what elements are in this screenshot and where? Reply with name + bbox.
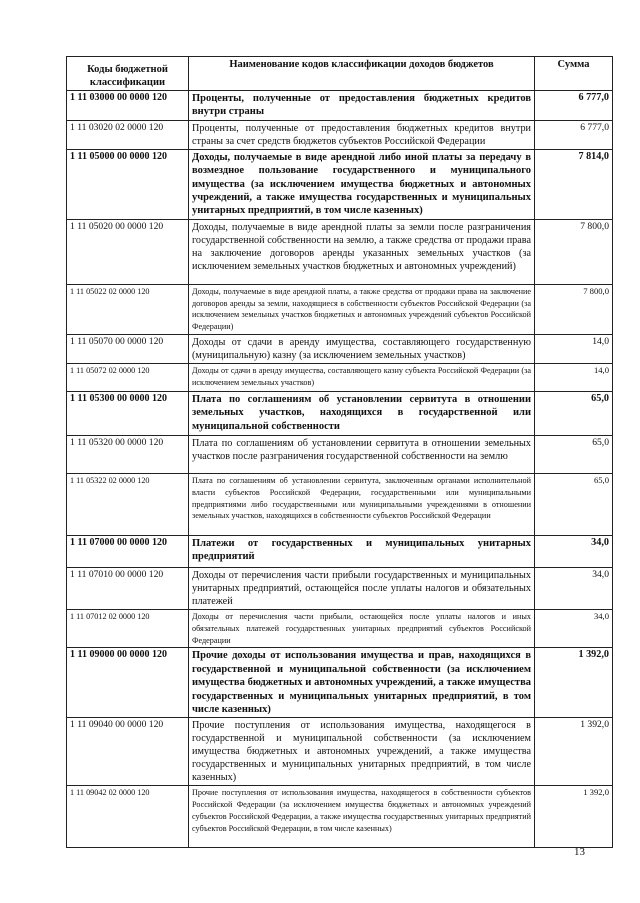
row-name: Плата по соглашениям об установлении сервитута в отношении земельных участков после разграничения государственной собственности на землю bbox=[189, 436, 535, 474]
row-sum: 7 814,0 bbox=[535, 149, 613, 219]
row-sum: 34,0 bbox=[535, 610, 613, 648]
row-code: 1 11 07000 00 0000 120 bbox=[67, 536, 189, 568]
table-header-row bbox=[67, 57, 613, 91]
row-sum: 7 800,0 bbox=[535, 284, 613, 334]
row-sum: 34,0 bbox=[535, 536, 613, 568]
row-name: Плата по соглашениям об установлении сервитута в отношении земельных участков, находящихся в государственной или муниципальной собственности bbox=[189, 392, 535, 436]
row-code: 1 11 09040 00 0000 120 bbox=[67, 718, 189, 786]
header-sum: Сумма bbox=[535, 57, 613, 91]
table-row bbox=[67, 335, 613, 364]
table-row bbox=[67, 364, 613, 392]
table-row bbox=[67, 786, 613, 848]
header-name: Наименование кодов классификации доходов бюджетов bbox=[189, 57, 535, 91]
table-row bbox=[67, 568, 613, 610]
row-sum: 65,0 bbox=[535, 474, 613, 536]
table-row bbox=[67, 219, 613, 284]
row-name: Прочие поступления от использования имущества, находящегося в государственной и муниципальной собственности (за исключением имущества бюджетных и автономных учреждений, а также имущества государственных и муниципальных унитарных предприятий, в том числе казенных) bbox=[189, 718, 535, 786]
table-row bbox=[67, 648, 613, 718]
row-sum: 6 777,0 bbox=[535, 91, 613, 121]
budget-classification-table bbox=[66, 56, 613, 848]
row-name: Проценты, полученные от предоставления бюджетных кредитов внутри страны bbox=[189, 91, 535, 121]
table-row bbox=[67, 718, 613, 786]
row-code: 1 11 05320 00 0000 120 bbox=[67, 436, 189, 474]
row-code: 1 11 05022 02 0000 120 bbox=[67, 284, 189, 334]
row-name: Доходы от перечисления части прибыли государственных и муниципальных унитарных предприятий, остающейся после уплаты налогов и обязательных платежей bbox=[189, 568, 535, 610]
row-code: 1 11 05070 00 0000 120 bbox=[67, 335, 189, 364]
row-code: 1 11 05020 00 0000 120 bbox=[67, 219, 189, 284]
row-name: Платежи от государственных и муниципальных унитарных предприятий bbox=[189, 536, 535, 568]
table-row bbox=[67, 474, 613, 536]
row-name: Доходы, получаемые в виде арендной либо иной платы за передачу в возмездное пользование государственного и муниципального имущества (за исключением имущества бюджетных и автономных учреждений, а также имущества государственных и муниципальных унитарных предприятий, в том числе казенных) bbox=[189, 149, 535, 219]
row-sum: 1 392,0 bbox=[535, 718, 613, 786]
row-name: Доходы, получаемые в виде арендной платы за земли после разграничения государственной собственности на землю, а также средства от продажи права на заключение договоров аренды указанных земельных участков (за исключением земельных участков бюджетных и автономных учреждений) bbox=[189, 219, 535, 284]
page-number: 13 bbox=[574, 846, 585, 858]
row-code: 1 11 09042 02 0000 120 bbox=[67, 786, 189, 848]
row-code: 1 11 07010 00 0000 120 bbox=[67, 568, 189, 610]
row-sum: 65,0 bbox=[535, 436, 613, 474]
row-name: Доходы от сдачи в аренду имущества, составляющего государственную (муниципальную) казну (за исключением земельных участков) bbox=[189, 335, 535, 364]
row-sum: 6 777,0 bbox=[535, 120, 613, 149]
row-sum: 1 392,0 bbox=[535, 786, 613, 848]
row-sum: 14,0 bbox=[535, 335, 613, 364]
row-name: Прочие поступления от использования имущества, находящегося в собственности субъектов Российской Федерации (за исключением имущества бюджетных и автономных учреждений субъектов Российской Федерации, а также имущества государственных унитарных предприятий субъектов Российской Федерации, в том числе казенных) bbox=[189, 786, 535, 848]
row-sum: 65,0 bbox=[535, 392, 613, 436]
table-row bbox=[67, 149, 613, 219]
row-name: Доходы от перечисления части прибыли, остающейся после уплаты налогов и иных обязательных платежей государственных унитарных предприятий субъектов Российской Федерации bbox=[189, 610, 535, 648]
row-name: Доходы, получаемые в виде арендной платы, а также средства от продажи права на заключение договоров аренды за земли, находящиеся в собственности субъектов Российской Федерации (за исключением земельных участков бюджетных и автономных учреждений субъектов Российской Федерации) bbox=[189, 284, 535, 334]
row-name: Прочие доходы от использования имущества и прав, находящихся в государственной и муниципальной собственности (за исключением имущества бюджетных и автономных учреждений, а также имущества государственных и муниципальных унитарных предприятий, в том числе казенных) bbox=[189, 648, 535, 718]
row-sum: 34,0 bbox=[535, 568, 613, 610]
row-code: 1 11 05000 00 0000 120 bbox=[67, 149, 189, 219]
table-row bbox=[67, 536, 613, 568]
table-row bbox=[67, 392, 613, 436]
row-name: Проценты, полученные от предоставления бюджетных кредитов внутри страны за счет средств бюджетов субъектов Российской Федерации bbox=[189, 120, 535, 149]
row-name: Доходы от сдачи в аренду имущества, составляющего казну субъекта Российской Федерации (за исключением земельных участков) bbox=[189, 364, 535, 392]
row-code: 1 11 07012 02 0000 120 bbox=[67, 610, 189, 648]
table-row bbox=[67, 436, 613, 474]
table-row bbox=[67, 610, 613, 648]
row-code: 1 11 05072 02 0000 120 bbox=[67, 364, 189, 392]
row-sum: 7 800,0 bbox=[535, 219, 613, 284]
row-code: 1 11 05322 02 0000 120 bbox=[67, 474, 189, 536]
row-code: 1 11 03020 02 0000 120 bbox=[67, 120, 189, 149]
table-row bbox=[67, 284, 613, 334]
row-code: 1 11 05300 00 0000 120 bbox=[67, 392, 189, 436]
row-name: Плата по соглашениям об установлении сервитута, заключенным органами исполнительной власти субъектов Российской Федерации, государственными или муниципальными предприятиями либо государственными или муниципальными учреждениями в отношении земельных участков, находящихся в собственности субъектов Российской Федерации bbox=[189, 474, 535, 536]
table-row bbox=[67, 91, 613, 121]
header-codes: Коды бюджетной классификации bbox=[67, 57, 189, 91]
row-sum: 1 392,0 bbox=[535, 648, 613, 718]
row-code: 1 11 09000 00 0000 120 bbox=[67, 648, 189, 718]
row-code: 1 11 03000 00 0000 120 bbox=[67, 91, 189, 121]
table-row bbox=[67, 120, 613, 149]
row-sum: 14,0 bbox=[535, 364, 613, 392]
